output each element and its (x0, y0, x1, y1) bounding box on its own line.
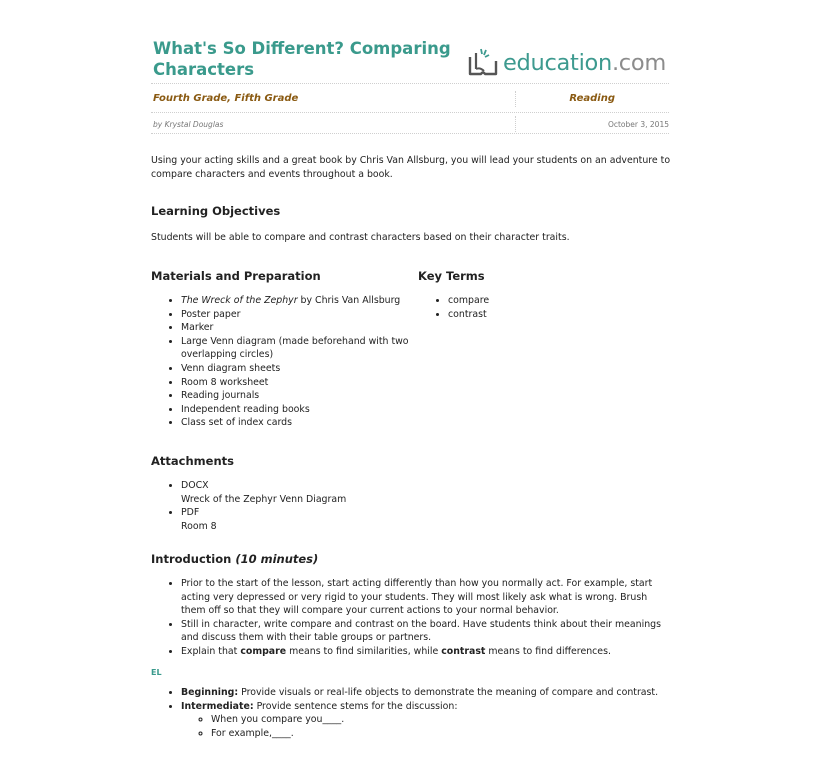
page-title: What's So Different? Comparing Characters (153, 39, 451, 79)
list-item (181, 700, 681, 741)
book-icon (466, 47, 500, 77)
section-heading (151, 552, 318, 566)
sentence-stem: ◦ For example,____. (211, 727, 681, 741)
intro-paragraph: Using your acting skills and a great book by Chris Van Allsburg, you will lead your students on an adventure to compare characters and events throughout a book. (151, 155, 671, 180)
book-title: The Wreck of the Zephyr (181, 295, 298, 306)
divider (515, 116, 516, 132)
list-item (181, 645, 671, 659)
divider (151, 112, 669, 113)
list-item: • Venn diagram sheets (181, 362, 421, 376)
text-fragment: means to find differences. (485, 645, 611, 657)
objective-text: Students will be able to compare and contrast characters based on their character traits. (151, 232, 570, 243)
attachments-list (151, 479, 481, 533)
subject: Reading (569, 93, 615, 104)
file-type: DOCX (181, 480, 209, 491)
divider (151, 133, 669, 134)
section-heading: Materials and Preparation (151, 269, 321, 283)
logo-wordmark (503, 50, 666, 76)
section-duration: (10 minutes) (235, 552, 319, 566)
level-label: Beginning: (181, 687, 239, 698)
list-item: • compare (448, 294, 648, 308)
section-heading: Learning Objectives (151, 204, 281, 218)
section-heading: Attachments (151, 454, 234, 468)
term-compare: compare (240, 645, 287, 657)
sentence-stems (181, 713, 681, 740)
key-terms-list (418, 294, 648, 321)
text-fragment: means to find similarities, while (286, 645, 442, 657)
logo-name: education (503, 50, 612, 76)
list-item: • Large Venn diagram (made beforehand with two overlapping circles) (181, 335, 421, 362)
el-supports-list (151, 686, 681, 740)
publish-date: October 3, 2015 (607, 120, 669, 129)
attachment-item[interactable] (181, 506, 481, 533)
file-name[interactable]: Room 8 (181, 520, 217, 532)
book-author: by Chris Van Allsburg (297, 295, 401, 306)
file-type: PDF (181, 507, 200, 519)
level-label: Intermediate: (181, 700, 254, 712)
list-item: • contrast (448, 308, 648, 322)
author-byline: by Krystal Douglas (153, 120, 224, 129)
list-item: • Class set of index cards (181, 416, 421, 430)
list-item: • Room 8 worksheet (181, 376, 421, 390)
attachment-item[interactable] (181, 479, 481, 506)
level-text: Provide visuals or real-life objects to demonstrate the meaning of compare and contrast. (238, 687, 659, 698)
divider (515, 91, 516, 107)
sentence-stem: ◦ When you compare you____. (211, 713, 681, 727)
list-item: • Reading journals (181, 389, 421, 403)
section-heading: Key Terms (418, 269, 485, 283)
list-item: • Poster paper (181, 308, 421, 322)
text-fragment: Explain that (181, 645, 241, 657)
section-heading-text: Introduction (151, 552, 232, 566)
list-item: • Independent reading books (181, 403, 421, 417)
list-item: • Marker (181, 321, 421, 335)
education-logo (466, 44, 666, 80)
term-contrast: contrast (441, 645, 486, 657)
introduction-steps (151, 577, 671, 659)
level-text: Provide sentence stems for the discussion: (253, 700, 458, 712)
list-item (181, 294, 421, 308)
list-item: • Prior to the start of the lesson, start acting differently than how you normally act. For example, start acting very depressed or very rigid to your students. They will most likely ask what is wrong. Brush them off so that they will compare your current actions to your normal behavior. (181, 577, 671, 618)
list-item (181, 686, 681, 700)
materials-list (151, 294, 421, 430)
el-tag: EL (151, 668, 162, 677)
grade-levels: Fourth Grade, Fifth Grade (153, 93, 299, 104)
list-item: • Still in character, write compare and contrast on the board. Have students think about their meanings and discuss them with their table groups or partners. (181, 618, 671, 645)
file-name[interactable]: Wreck of the Zephyr Venn Diagram (181, 493, 347, 505)
divider (151, 83, 669, 84)
logo-suffix: .com (611, 50, 666, 76)
